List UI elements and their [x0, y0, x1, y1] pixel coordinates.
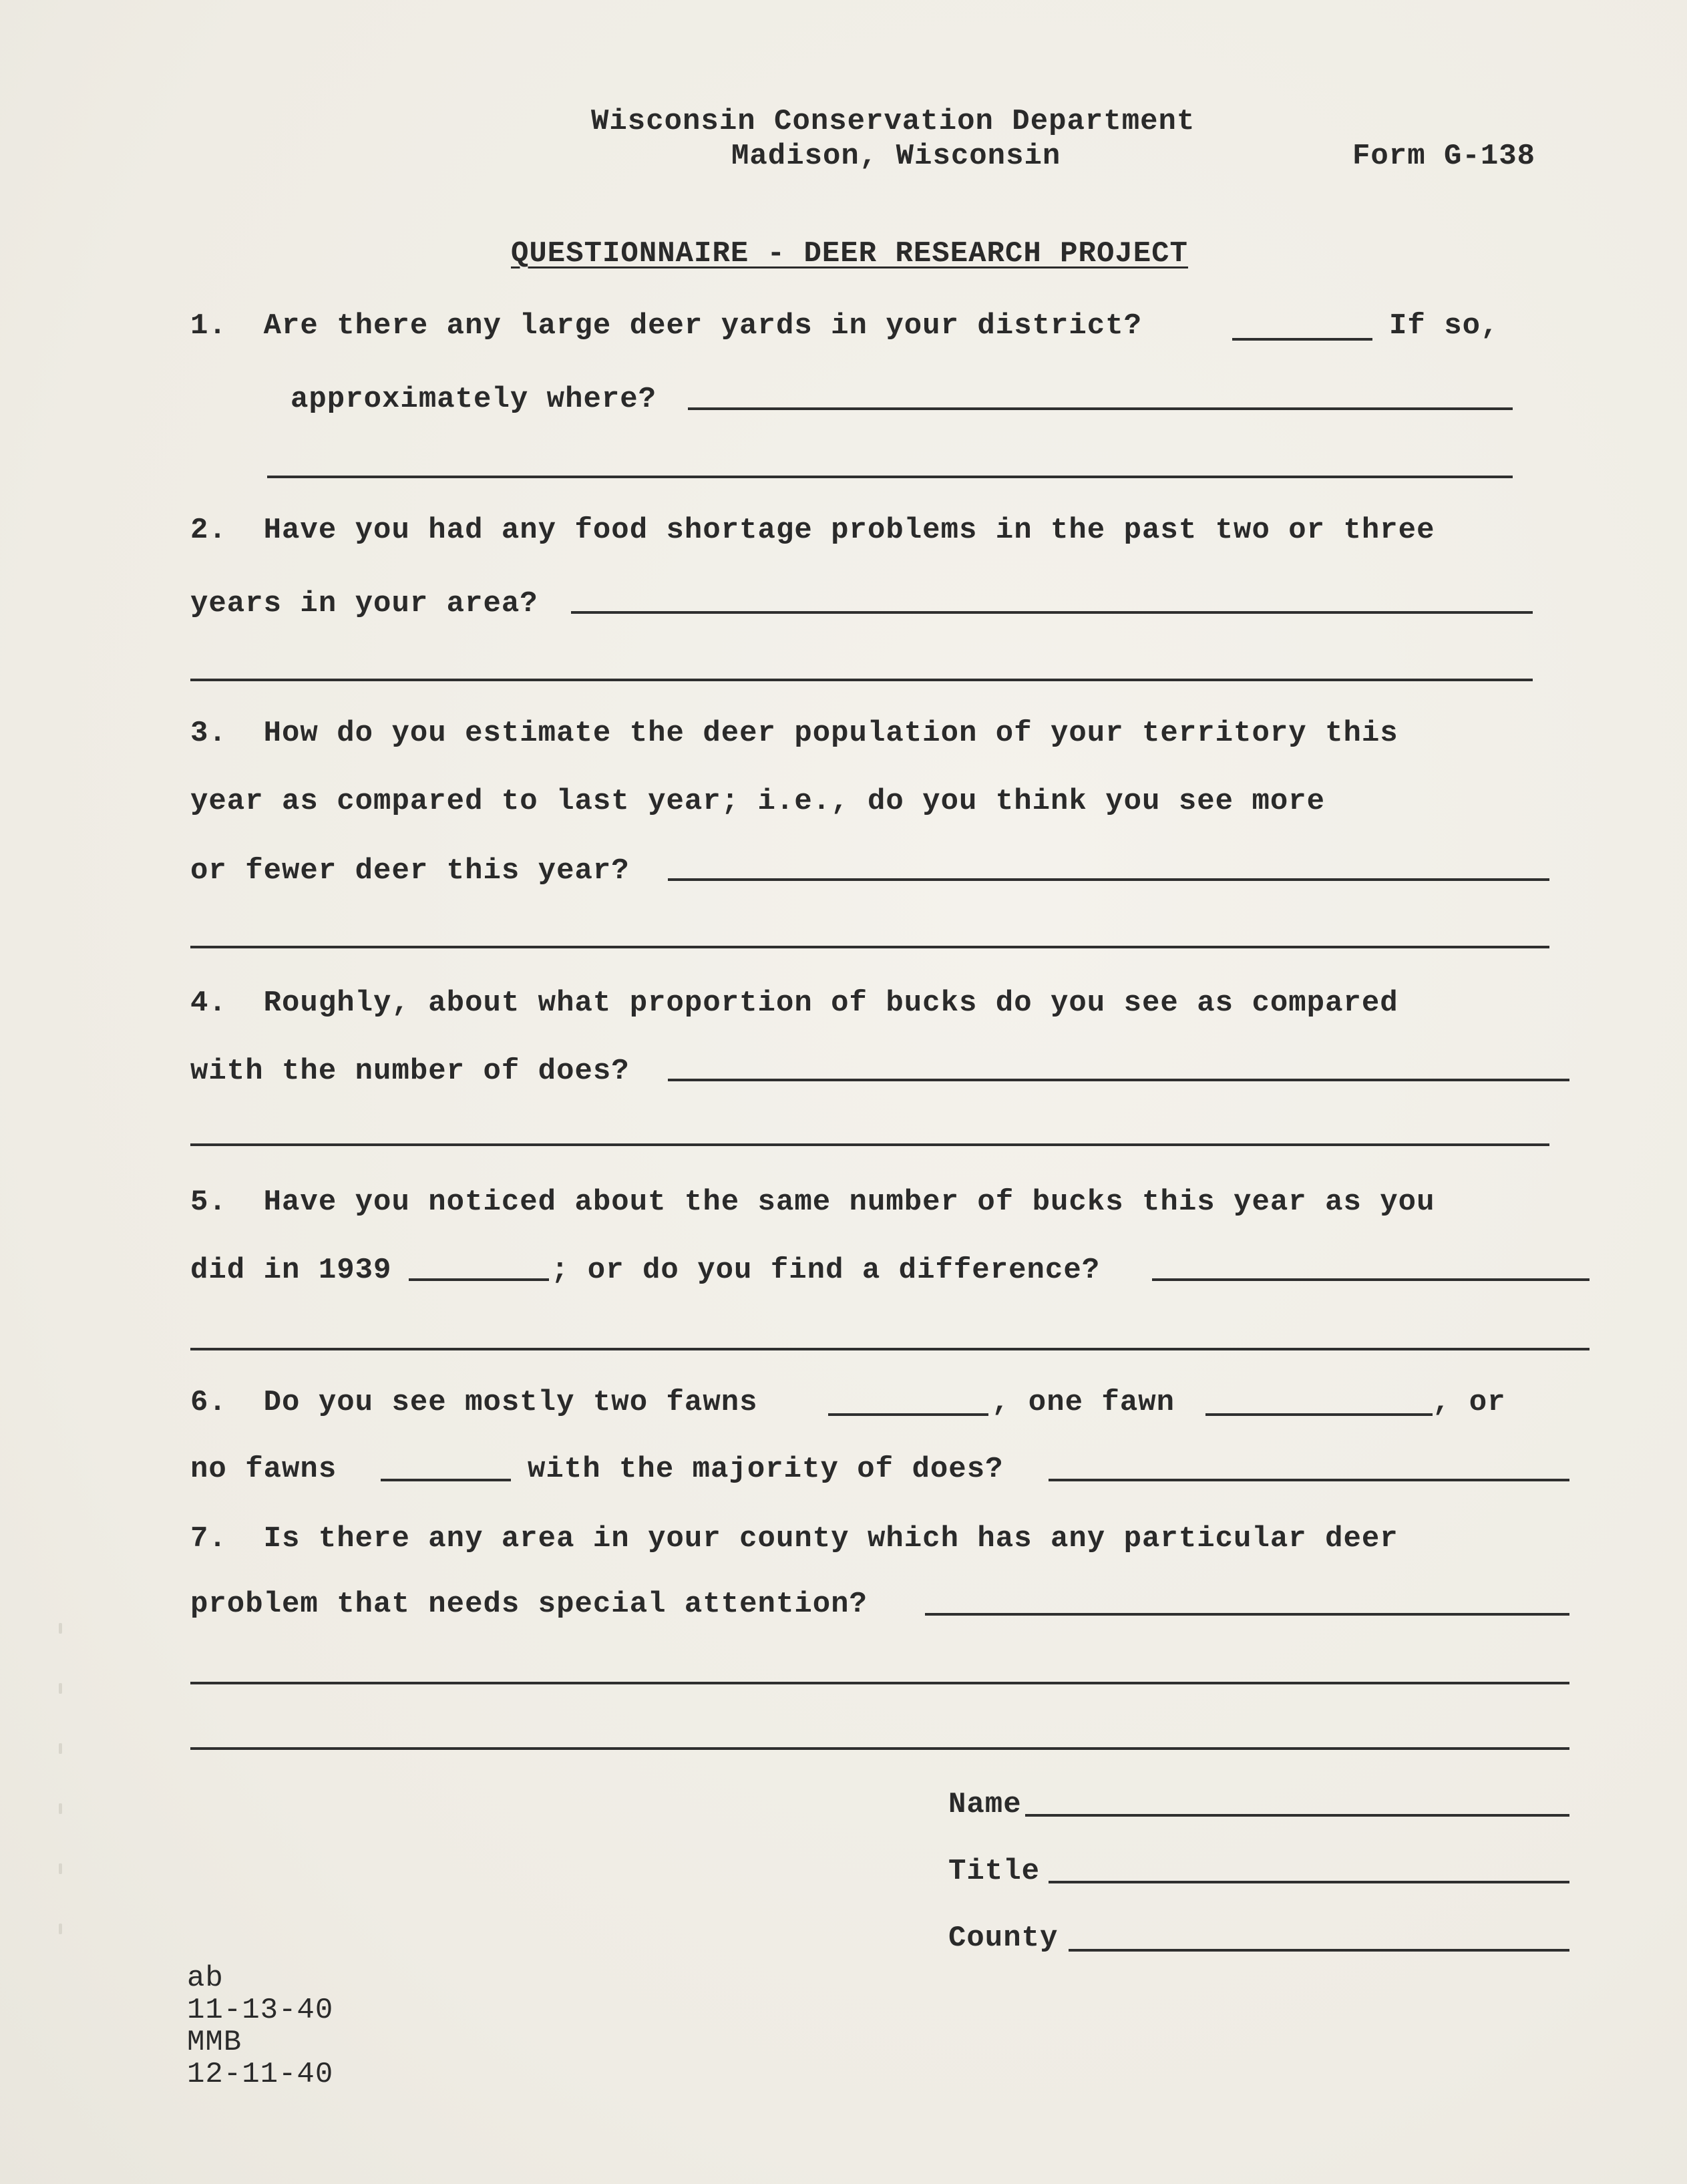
answer-line-1-yesno[interactable]	[1232, 338, 1372, 341]
footer-date-2: 12-11-40	[187, 2058, 334, 2091]
question-7-text: 7. Is there any area in your county which has any particular deer	[190, 1522, 1398, 1556]
answer-line-5a[interactable]	[1152, 1278, 1589, 1281]
question-6-no-fawns: no fawns	[190, 1453, 337, 1486]
question-4-text: 4. Roughly, about what proportion of bucks do you see as compared	[190, 986, 1398, 1020]
answer-line-6[interactable]	[1049, 1479, 1569, 1481]
county-field[interactable]	[1069, 1949, 1569, 1952]
answer-line-5-1939[interactable]	[409, 1278, 549, 1281]
question-7-text-cont: problem that needs special attention?	[190, 1588, 868, 1621]
department-name: Wisconsin Conservation Department	[591, 105, 1195, 138]
question-3-text: 3. How do you estimate the deer population of your territory this	[190, 717, 1398, 750]
question-1-where: approximately where?	[291, 383, 657, 416]
answer-line-6-no-fawns[interactable]	[381, 1479, 511, 1481]
department-location: Madison, Wisconsin	[731, 140, 1061, 173]
answer-line-3a[interactable]	[668, 878, 1549, 881]
answer-line-7b[interactable]	[190, 1682, 1569, 1684]
name-label: Name	[948, 1788, 1022, 1821]
answer-line-2a[interactable]	[571, 611, 1533, 614]
answer-line-7a[interactable]	[925, 1613, 1569, 1616]
title-label: Title	[948, 1855, 1041, 1888]
question-3-text-cont: year as compared to last year; i.e., do you think you see more	[190, 785, 1326, 818]
question-4-text-cont: with the number of does?	[190, 1055, 630, 1088]
question-6-or: , or	[1433, 1386, 1506, 1419]
question-5-text-cont: did in 1939	[190, 1254, 392, 1287]
answer-line-5b[interactable]	[190, 1348, 1589, 1350]
county-label: County	[948, 1922, 1059, 1955]
footer-initials-2: MMB	[187, 2026, 242, 2059]
question-2-text-cont: years in your area?	[190, 587, 538, 620]
answer-line-2b[interactable]	[190, 679, 1533, 681]
question-5-text: 5. Have you noticed about the same number of bucks this year as you	[190, 1186, 1435, 1219]
question-6-text: 6. Do you see mostly two fawns	[190, 1386, 758, 1419]
form-number: Form G-138	[1352, 140, 1536, 173]
footer-initials-1: ab	[187, 1962, 224, 1995]
answer-line-1b[interactable]	[267, 476, 1513, 478]
question-5-difference: ; or do you find a difference?	[551, 1254, 1101, 1287]
answer-line-3b[interactable]	[190, 946, 1549, 948]
title-field[interactable]	[1049, 1881, 1569, 1883]
answer-line-6-two-fawns[interactable]	[828, 1413, 988, 1416]
question-1-text: 1. Are there any large deer yards in your district?	[190, 309, 1143, 343]
answer-line-4a[interactable]	[668, 1079, 1569, 1081]
question-2-text: 2. Have you had any food shortage problems in the past two or three	[190, 514, 1435, 547]
question-6-majority: with the majority of does?	[528, 1453, 1004, 1486]
question-3-text-cont2: or fewer deer this year?	[190, 854, 630, 888]
question-1-followup: If so,	[1389, 309, 1499, 343]
footer-date-1: 11-13-40	[187, 1994, 334, 2027]
answer-line-1a[interactable]	[688, 407, 1513, 410]
question-6-one-fawn: , one fawn	[992, 1386, 1175, 1419]
answer-line-4b[interactable]	[190, 1143, 1549, 1146]
answer-line-7c[interactable]	[190, 1747, 1569, 1750]
name-field[interactable]	[1025, 1814, 1569, 1817]
page-title: QUESTIONNAIRE - DEER RESEARCH PROJECT	[511, 237, 1188, 270]
answer-line-6-one-fawn[interactable]	[1205, 1413, 1433, 1416]
